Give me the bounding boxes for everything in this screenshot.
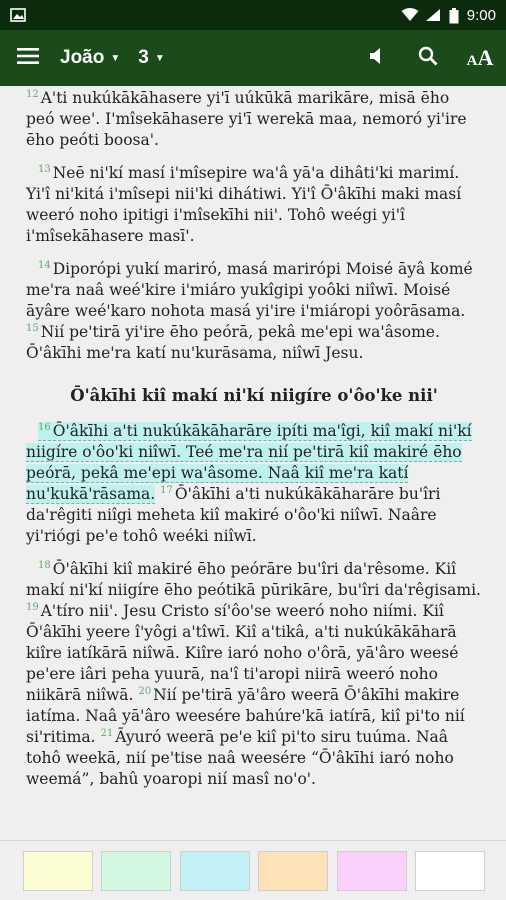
verse-text[interactable]: Āyuró weerā pe'e kiî pi'to siru tuúma. Naâ tohô weekā, nií pe'tise naâ weesére “Ō'âkīhi iaró noho weemá”, bahû yoaropi nií masî no'o'. xyxy=(26,728,454,788)
signal-icon xyxy=(425,8,441,22)
highlight-swatch-pink[interactable] xyxy=(337,851,407,891)
status-right xyxy=(401,7,496,24)
font-size-button[interactable] xyxy=(454,30,506,86)
highlight-swatch-orange[interactable] xyxy=(258,851,328,891)
verse-text[interactable]: Nií pe'tirā yi'ire ēho peórā, pekâ me'epi wa'âsome. Ō'âkīhi me'ra katí nu'kurāsama, niîwī Jesu. xyxy=(26,323,440,362)
highlight-swatch-white[interactable] xyxy=(415,851,485,891)
verse-number: 19 xyxy=(26,601,39,613)
section-heading: Ō'âkīhi kiî makí ni'kí niigíre o'ôo'ke nii' xyxy=(70,386,438,405)
status-bar xyxy=(0,0,506,30)
verse-text: kiî makí ni'kí niigíre o'ôo'ki niîwī. Teé me'ra nií pe'tirā kiî makiré ēho peórā, pekâ me'epi wa'âsome. Naâ kiî me'ra katí nu'kukā'rāsama. xyxy=(26,422,472,503)
chapter-number: 3 xyxy=(138,47,149,68)
menu-button[interactable] xyxy=(0,30,56,86)
verse-text[interactable]: A'tíro nii'. Jesu Cristo sí'ôo'se weeró noho niími. Kiî Ō'âkīhi yeere î'yôgi a'tîwī. Kiî a'tikâ, a'ti nukúkākāharā kiîre iatíkārā niîwā. Kiîre iaró noho o'ôrā, yā'âro weesé pe'ere iâri peha yuurā, na'î ti'aropi niirā weeró noho niikārā niîwā. xyxy=(26,602,459,704)
chevron-down-icon: ▼ xyxy=(154,52,165,64)
chapter-selector[interactable] xyxy=(138,30,164,86)
highlight-swatch-green[interactable] xyxy=(101,851,171,891)
verse-number: 15 xyxy=(26,322,39,334)
chevron-down-icon: ▼ xyxy=(110,52,121,64)
verse-text[interactable]: Diporópi yukí mariró, masá marirópi Moisé āyâ komé me'ra naâ weé'kire i'miáro yukîgipi yoôki niîwī. Moisé āyâre weé'karo nohota masá yi'ire i'miáropi yoôrāsama. xyxy=(26,260,473,320)
audio-button[interactable] xyxy=(350,30,402,86)
verse-number: 17 xyxy=(160,484,173,496)
speaker-icon xyxy=(369,47,383,70)
verse-number: 21 xyxy=(100,727,114,739)
highlight-color-bar xyxy=(0,840,506,900)
app-bar xyxy=(0,30,506,86)
paragraph xyxy=(26,163,482,247)
paragraph xyxy=(26,559,482,790)
status-time: 9:00 xyxy=(466,6,496,24)
verse-text[interactable]: Neē ni'kí masí i'mîsepire wa'â yā'a dihâti'ki marimí. Yi'î ni'kitá i'mîsepi nii'ki dihátiwi. Yi'î Ō'âkīhi maki masí weeró noho ipitigi i'mîsekīhi nii'. Tohô weégi yi'î i'mîsekāhasere masī'. xyxy=(26,164,462,245)
verse-number: 16 xyxy=(38,421,51,433)
verse-number: 20 xyxy=(138,685,152,697)
verse-text[interactable]: Ō'âkīhi kiî makiré ēho peórāre bu'îri da'rêsome. Kiî makí ni'kí niigíre ēho peótikā pūrikāre, bu'îri da'rêgisami. xyxy=(26,560,481,599)
verse-number: 18 xyxy=(38,559,51,571)
verse-text: Ō'âkīhi a'ti nukúkākāharāre ipíti ma'îgi, xyxy=(52,422,371,440)
image-icon xyxy=(10,8,26,22)
verse-text[interactable]: Ō'âkīhi a'ti nukúkākāharāre bu'îri da'rêgiti niîgi meheta kiî makiré o'ôo'ki niîwī. Naâre yi'riógi pe'e tohô weéki niîwī. xyxy=(26,485,441,545)
verse-number: 13 xyxy=(38,163,51,175)
status-left xyxy=(10,8,401,22)
chapter-text[interactable] xyxy=(0,86,506,831)
paragraph xyxy=(26,259,482,364)
book-name: João xyxy=(60,47,105,68)
verse-text[interactable]: A'ti nukúkākāhasere yi'ī uúkūkā marikāre, misā ēho peó wee'. I'mîsekāhasere yi'ī werekā maa, nemoró yi'ire ēho peóti boosa'. xyxy=(26,89,467,149)
app-actions xyxy=(350,30,506,86)
verse-text[interactable]: Nií pe'tirā yā'âro weerā Ō'âkīhi makire iatíma. Naâ yā'âro weesére bahúre'kā iatírā, kiî pi'to nií si'ritima. xyxy=(26,686,465,746)
highlight-swatch-yellow[interactable] xyxy=(23,851,93,891)
verse-number: 14 xyxy=(38,259,51,271)
menu-icon xyxy=(17,47,39,70)
battery-icon xyxy=(449,8,459,22)
font-size-icon: AA xyxy=(466,45,494,70)
verse-number: 12 xyxy=(26,88,39,100)
book-selector[interactable] xyxy=(60,30,120,86)
highlight-swatch-cyan[interactable] xyxy=(180,851,250,891)
paragraph xyxy=(26,88,482,151)
search-button[interactable] xyxy=(402,30,454,86)
paragraph xyxy=(26,421,482,547)
wifi-icon xyxy=(401,8,417,22)
search-icon xyxy=(418,46,438,71)
